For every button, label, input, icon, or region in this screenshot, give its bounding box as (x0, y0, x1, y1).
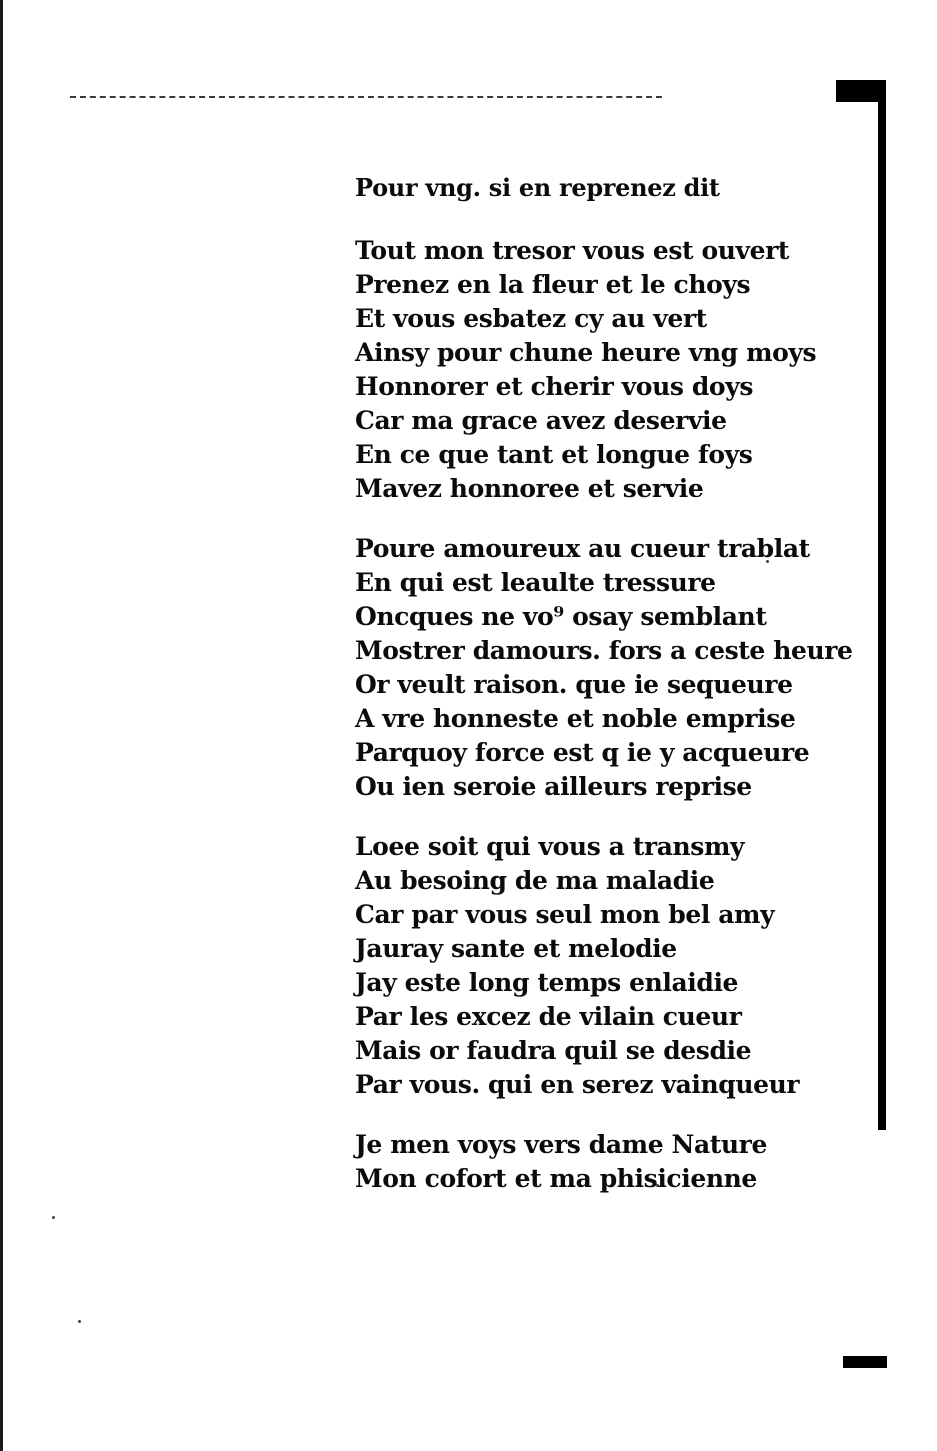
verse-line: Par les excez de vilain cueur (355, 1002, 742, 1031)
verse-line: Or veult raison. que ie sequeure (355, 670, 793, 699)
verse-line: Oncques ne vo⁹ osay semblant (355, 602, 767, 631)
verse-line: Mais or faudra quil se desdie (355, 1036, 752, 1065)
top-rule (70, 96, 662, 98)
verse-line: Poure amoureux au cueur trablat (355, 534, 810, 563)
verse-line: Mon cofort et ma phisicienne (355, 1164, 757, 1193)
verse-line: Honnorer et cherir vous doys (355, 372, 753, 401)
ink-speck (52, 1216, 55, 1219)
verse-line: Mavez honnoree et servie (355, 474, 704, 503)
verse-line: Ainsy pour chune heure vng moys (355, 338, 817, 367)
verse-line: Jay este long temps enlaidie (355, 968, 739, 997)
verse-line: En ce que tant et longue foys (355, 440, 753, 469)
verse-line: Parquoy force est q ie y acqueure (355, 738, 810, 767)
stanza (355, 1128, 825, 1196)
verse-line: En qui est leaulte tressure (355, 568, 716, 597)
verse-line: Au besoing de ma maladie (355, 866, 715, 895)
header-line: Pour vng. si en reprenez dit (355, 173, 720, 202)
verse-line: Car ma grace avez deservie (355, 406, 727, 435)
poem-text (355, 172, 853, 1196)
page-edge (0, 0, 3, 1451)
verse-line: Prenez en la fleur et le choys (355, 270, 751, 299)
verse-line: Par vous. qui en serez vainqueur (355, 1070, 800, 1099)
stanza (355, 532, 853, 804)
verse-line: Jauray sante et melodie (355, 934, 677, 963)
stanza (355, 234, 825, 506)
verse-line: Car par vous seul mon bel amy (355, 900, 775, 929)
ink-speck (78, 1320, 81, 1323)
verse-line: Loee soit qui vous a transmy (355, 832, 745, 861)
verse-line: Ou ien seroie ailleurs reprise (355, 772, 752, 801)
stanza (355, 830, 825, 1102)
bottom-margin-mark (843, 1356, 887, 1368)
verse-line: Mostrer damours. fors a ceste heure (355, 636, 853, 665)
verse-line: Je men voys vers dame Nature (355, 1130, 767, 1159)
verse-line: A vre honneste et noble emprise (355, 704, 796, 733)
verse-line: Tout mon tresor vous est ouvert (355, 236, 790, 265)
verse-line: Et vous esbatez cy au vert (355, 304, 707, 333)
margin-bracket-side (878, 80, 886, 1130)
